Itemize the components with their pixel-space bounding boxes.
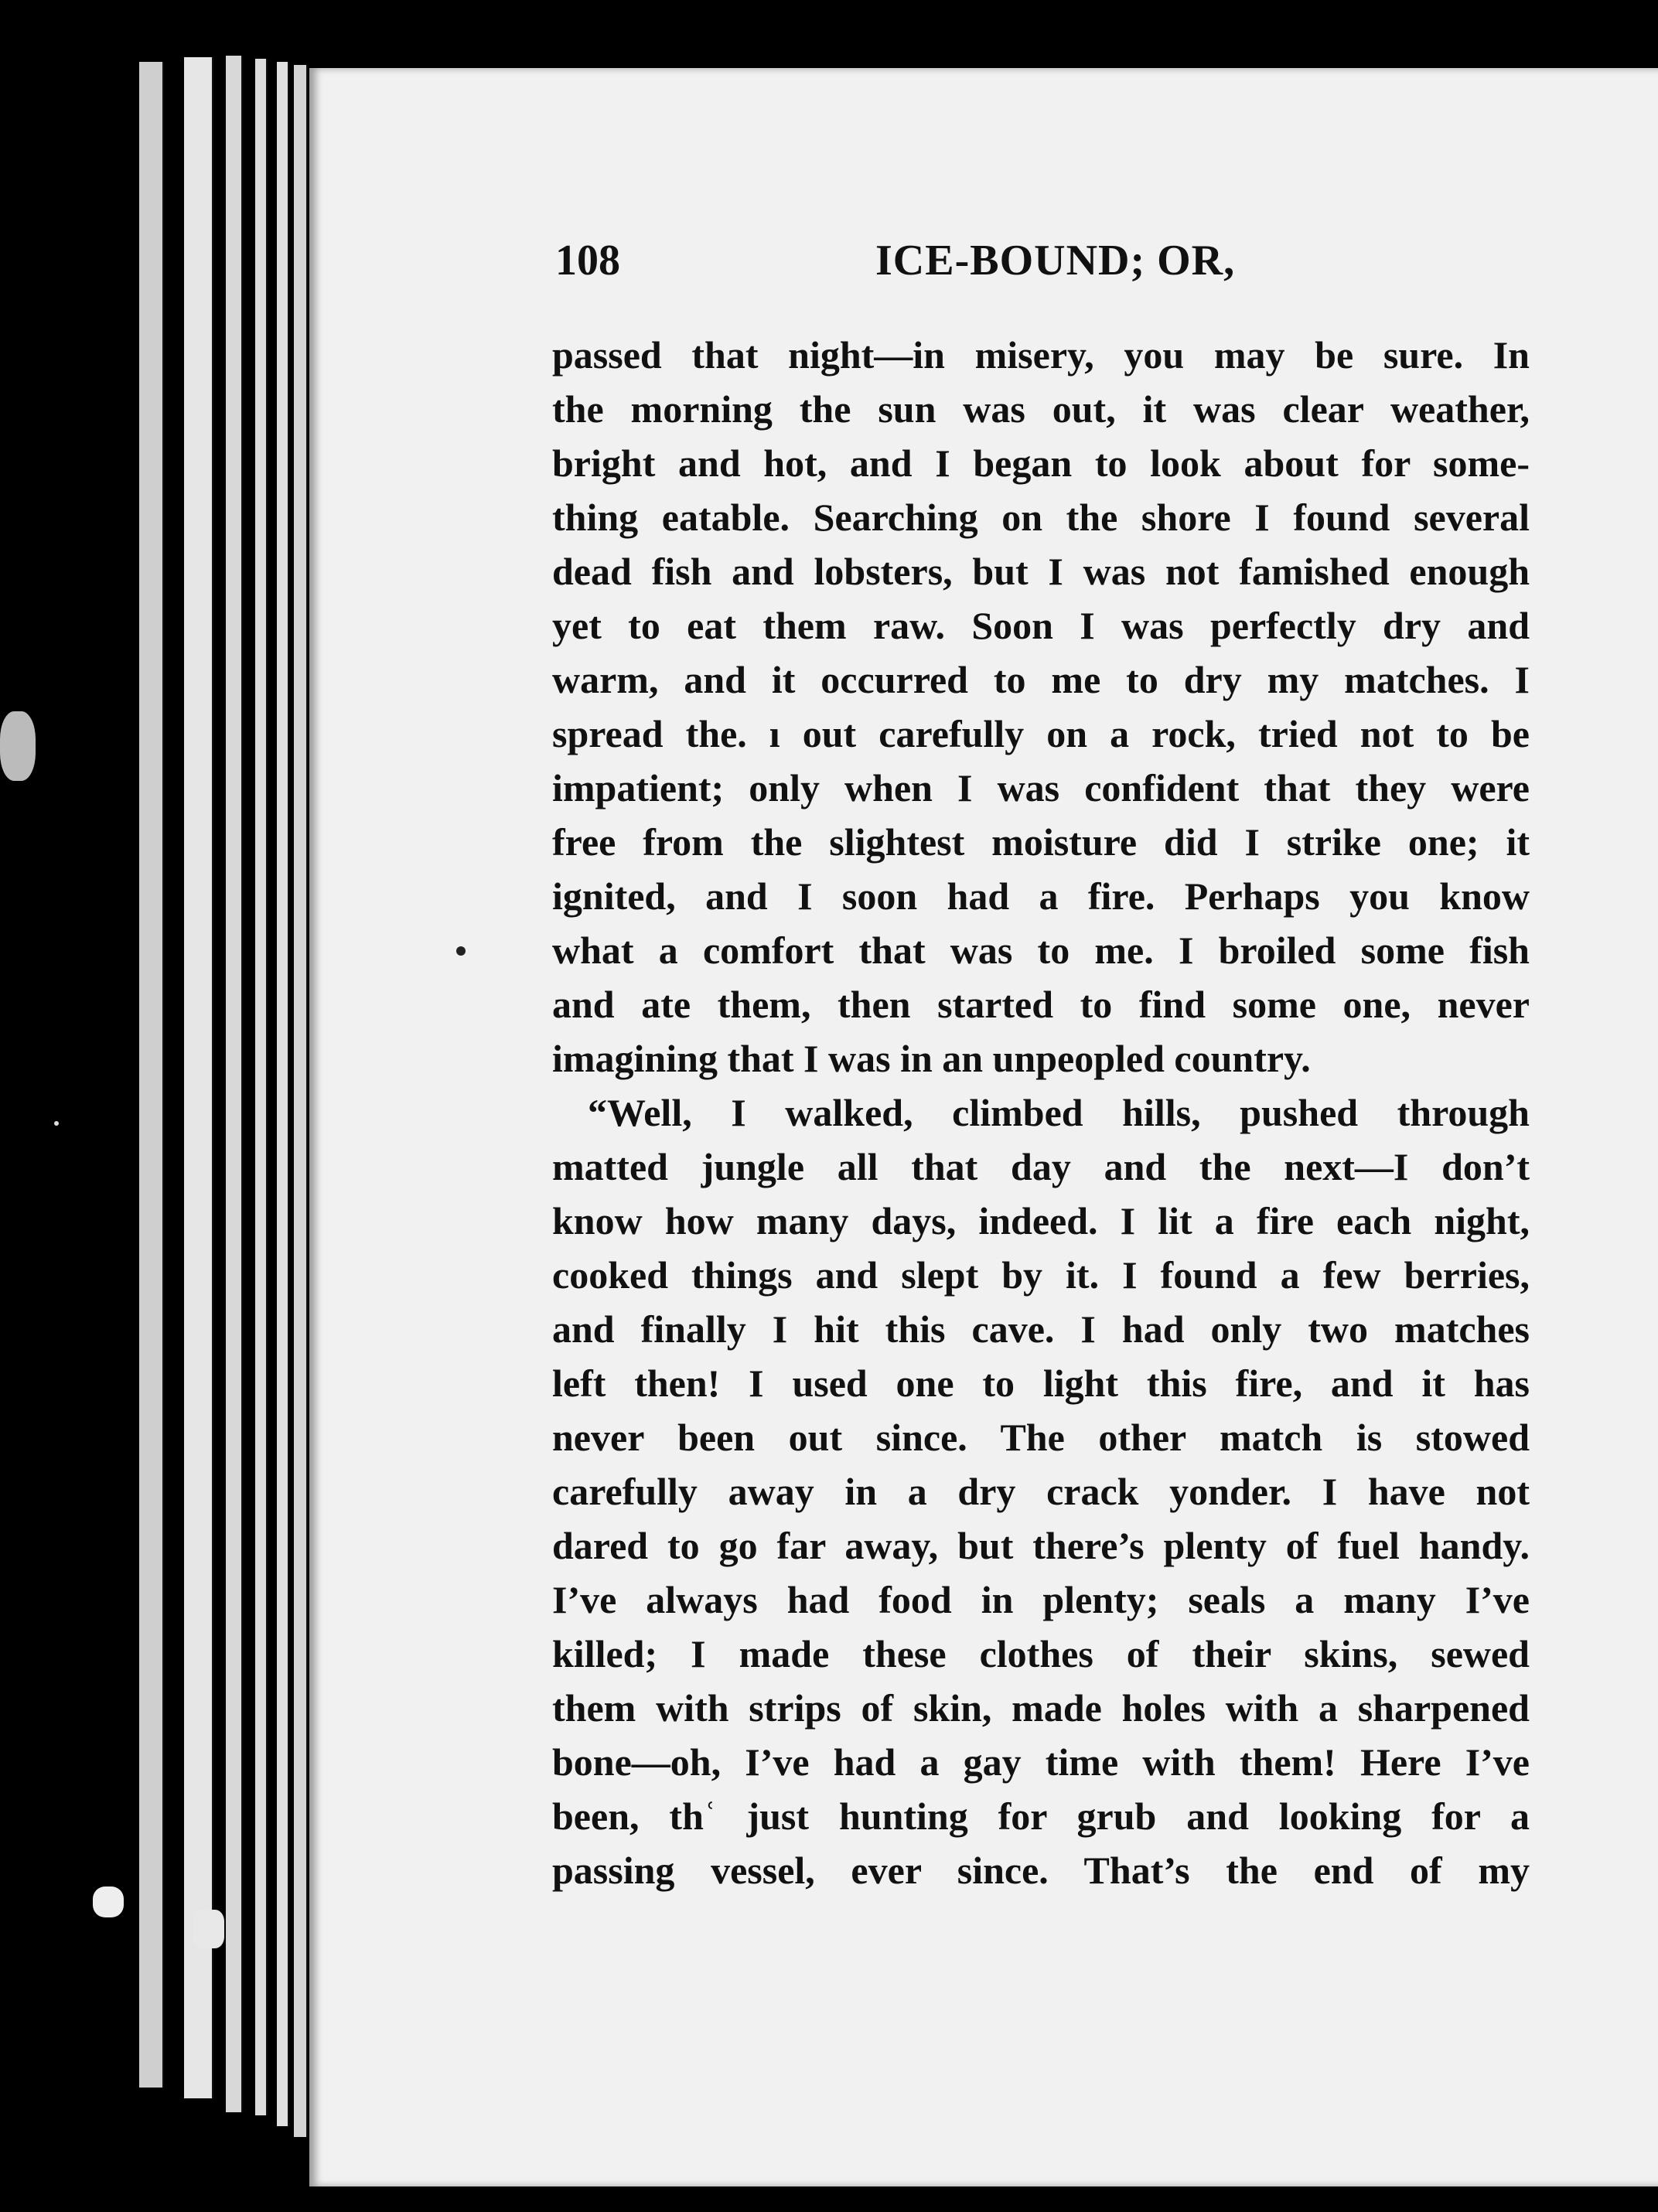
page-edge [139,62,164,2088]
text-line: carefully away in a dry crack yonder. I have not [552,1470,1530,1513]
body-text [552,328,1530,1897]
text-line: warm, and it occurred to me to dry my matches. I [552,658,1530,701]
page-edge [226,56,243,2112]
scan-speck [93,1887,124,1917]
text-line: I’ve always had food in plenty; seals a many I’ve [552,1578,1530,1621]
scan-speck [0,711,36,781]
text-line: impatient; only when I was confident that they were [552,766,1530,809]
scan-speck [193,1910,224,1948]
text-line: killed; I made these clothes of their skins, sewed [552,1632,1530,1675]
text-line: imagining that I was in an unpeopled country. [552,1037,1311,1080]
margin-mark [456,946,466,956]
page-number: 108 [555,237,620,285]
text-line: never been out since. The other match is stowed [552,1416,1530,1459]
text-line: yet to eat them raw. Soon I was perfectly dry and [552,604,1530,647]
text-line: ignited, and I soon had a fire. Perhaps you know [552,874,1530,918]
running-head [555,236,1530,298]
page-edge [255,59,268,2115]
text-line: dead fish and lobsters, but I was not famished enough [552,550,1530,593]
text-line: free from the slightest moisture did I strike one; it [552,820,1530,864]
text-line: cooked things and slept by it. I found a few berries, [552,1253,1530,1297]
text-line: “Well, I walked, climbed hills, pushed through [588,1091,1530,1134]
text-line: and finally I hit this cave. I had only two matches [552,1307,1530,1351]
page-edge [184,57,213,2098]
text-line: the morning the sun was out, it was clear weather, [552,387,1530,431]
text-line: passing vessel, ever since. That’s the end of my [552,1849,1530,1892]
text-line: and ate them, then started to find some one, never [552,983,1530,1026]
page-edge [277,62,289,2126]
text-line: been, thʿ just hunting for grub and looking for a [552,1794,1530,1838]
text-line: left then! I used one to light this fire, and it has [552,1362,1530,1405]
text-line: bone—oh, I’ve had a gay time with them! Here I’ve [552,1740,1530,1784]
text-line: matted jungle all that day and the next—I don’t [552,1145,1530,1188]
text-line: know how many days, indeed. I lit a fire each night, [552,1199,1530,1242]
running-title: ICE-BOUND; OR, [875,237,1236,285]
scan-speck [54,1121,59,1126]
text-line: spread the. ı out carefully on a rock, tried not to be [552,712,1530,755]
text-line: what a comfort that was to me. I broiled some fish [552,929,1530,972]
text-line: dared to go far away, but there’s plenty of fuel handy. [552,1524,1530,1567]
text-line: thing eatable. Searching on the shore I found several [552,496,1530,539]
page-edge [294,65,308,2137]
text-line: passed that night—in misery, you may be sure. In [552,333,1530,377]
text-line: bright and hot, and I began to look about for some- [552,441,1530,485]
text-line: them with strips of skin, made holes with a sharpened [552,1686,1530,1730]
